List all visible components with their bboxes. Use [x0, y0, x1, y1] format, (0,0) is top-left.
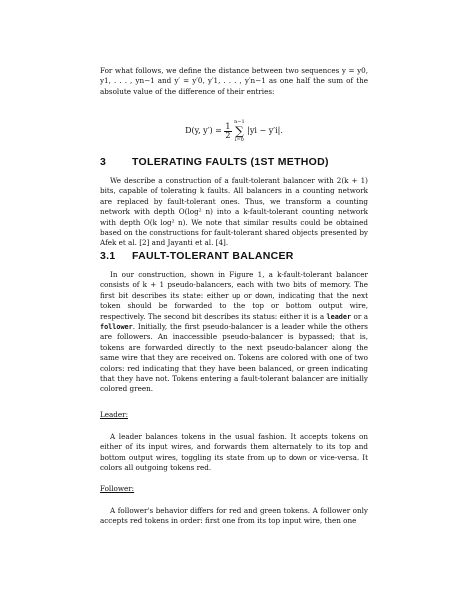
construction-text-or: or — [240, 290, 256, 300]
leader-paragraph — [100, 432, 368, 474]
construction-text-or2: or a — [351, 311, 368, 321]
leader-text-b: or vice-versa. It colors all outgoing tokens red. — [100, 452, 368, 473]
state-down-term: down — [255, 290, 273, 300]
construction-text-b: , indicating that the next token should be forwarded to the top or bottom output wire, respectively. The second bit describes its status: either it is a — [100, 290, 368, 321]
formula-fraction-numerator: 1 — [225, 121, 231, 131]
distance-formula — [100, 119, 368, 145]
formula-sum-lower-limit: i=0 — [234, 137, 244, 143]
construction-text-c: . Initially, the first pseudo-balancer is a leader while the others are followers. An inaccessible pseudo-balancer is bypassed; that is, tokens are forwarded directly to the next pseudo-balancer along the same wire that they are received on. Tokens are colored with one of two colors: red indicating that they have been balanced, or green indicating that they have not. Tokens entering a fault-tolerant balancer are initially colored green. — [100, 322, 368, 394]
section-heading — [100, 156, 329, 168]
distance-definition-paragraph: For what follows, we define the distance between two sequences y = y0, y1, . . . , yn−1 and y′ = y′0, y′1, . . . , y′n−1 as one half the sum of the absolute value of the difference of their entries: — [100, 66, 368, 96]
leader-heading: Leader: — [100, 410, 129, 419]
leader-text-to: to — [275, 452, 290, 462]
section-intro-paragraph: We describe a construction of a fault-tolerant balancer with 2(k + 1) bits, capable of tolerating k faults. All balancers in a counting network are replaced by fault-tolerant ones. Thus, we transform a counting network with depth O(log² n) into a k-fault-tolerant counting network with depth O(k log² n). We note that similar results could be obtained based on the constructions for fault-tolerant shared objects presented by Afek et al. [2] and Jayanti et al. [4]. — [100, 176, 368, 248]
formula-body: |yi − y′i|. — [247, 126, 283, 135]
leader-text-a: A leader balances tokens in the usual fashion. It accepts tokens on either of its input wires, and forwards them alternately to its top and bottom output wires, toggling its state from — [100, 432, 368, 462]
formula-fraction — [224, 123, 231, 140]
formula-lhs: D(y, y′) = — [185, 126, 222, 135]
subsection-heading — [100, 250, 294, 262]
balancer-construction-paragraph — [100, 270, 368, 395]
leader-term: leader — [326, 312, 352, 321]
leader-up-term: up — [267, 452, 276, 462]
follower-paragraph: A follower's behavior differs for red and green tokens. A follower only accepts red tokens in order: first one from its top input wire, then one — [100, 506, 368, 526]
leader-down-term: down — [289, 452, 307, 462]
construction-text-a: In our construction, shown in Figure 1, a k-fault-tolerant balancer consists of k + 1 pseudo-balancers, each with two bits of memory. The first bit describes its state: either — [100, 270, 368, 300]
state-up-term: up — [232, 290, 241, 300]
subsection-number: 3.1 — [100, 250, 116, 262]
formula-fraction-denominator: 2 — [225, 130, 231, 140]
formula-sum-upper-limit: n−1 — [234, 119, 245, 125]
section-title: TOLERATING FAULTS (1ST METHOD) — [132, 156, 329, 168]
section-number: 3 — [100, 156, 107, 168]
follower-heading: Follower: — [100, 484, 135, 493]
subsection-title: FAULT-TOLERANT BALANCER — [132, 250, 294, 262]
formula-summation — [234, 119, 245, 143]
formula-sigma: ∑ — [235, 124, 244, 138]
follower-term: follower — [100, 323, 133, 332]
